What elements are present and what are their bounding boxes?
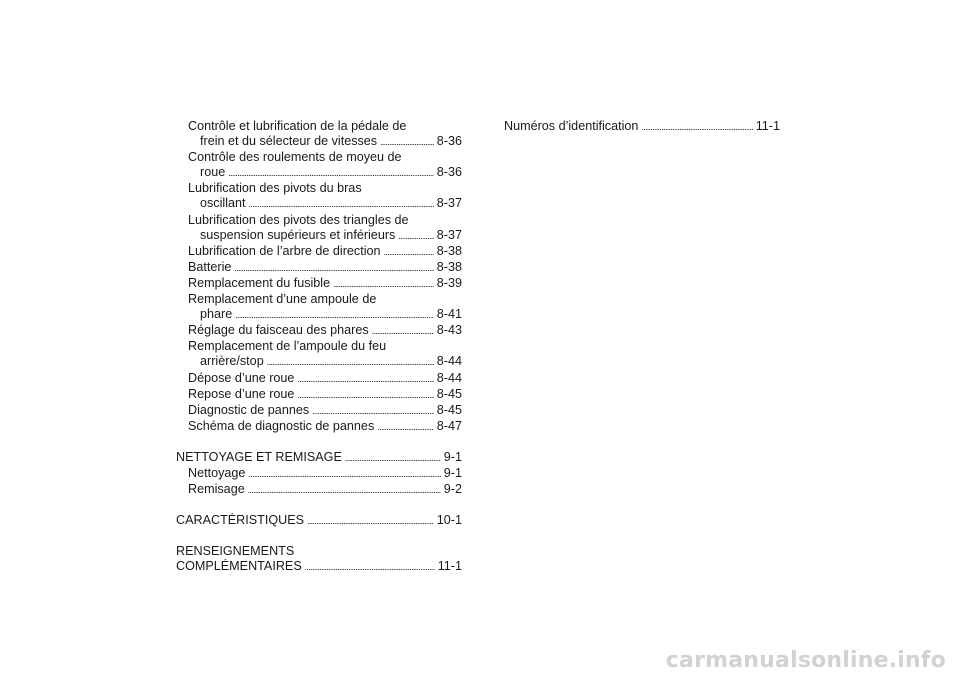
- toc-page-number: 9-2: [443, 482, 462, 497]
- leader-dots: [345, 450, 441, 466]
- toc-page-number: 9-1: [443, 449, 462, 464]
- toc-page-number: 8-44: [436, 370, 462, 385]
- toc-page-number: 11-1: [437, 559, 462, 574]
- toc-entry-title: Réglage du faisceau des phares: [188, 323, 369, 338]
- leader-dots: [248, 466, 440, 482]
- toc-page-number: 8-37: [436, 227, 462, 242]
- section-gap: [176, 498, 462, 513]
- leader-dots: [305, 559, 435, 575]
- toc-entry[interactable]: [176, 323, 462, 339]
- leader-dots: [372, 323, 434, 339]
- toc-entry-title-cont: phare: [200, 307, 233, 322]
- toc-page-number: 8-41: [436, 307, 462, 322]
- toc-entry-title: Nettoyage: [188, 465, 246, 480]
- toc-entry[interactable]: [176, 213, 462, 244]
- toc-page-number: 8-38: [436, 259, 462, 274]
- toc-entry-title-cont: frein et du sélecteur de vitesses: [200, 134, 378, 149]
- toc-entry[interactable]: [176, 482, 462, 498]
- toc-entry[interactable]: [176, 419, 462, 435]
- leader-dots: [312, 403, 434, 419]
- toc-entry-title: Contrôle des roulements de moyeu de: [188, 150, 402, 165]
- toc-entry-title: Remplacement de l’ampoule du feu: [188, 339, 387, 354]
- toc-section[interactable]: [176, 450, 462, 466]
- toc-right-column: [504, 119, 780, 135]
- leader-dots: [234, 260, 433, 276]
- toc-entry[interactable]: [176, 339, 462, 370]
- toc-page-number: 9-1: [443, 465, 462, 480]
- leader-dots: [377, 419, 434, 435]
- section-gap: [176, 529, 462, 544]
- toc-entry-title: Diagnostic de pannes: [188, 402, 310, 417]
- toc-entry[interactable]: [176, 150, 462, 181]
- toc-section-title: RENSEIGNEMENTS: [176, 544, 295, 559]
- toc-section-title: CARACTÉRISTIQUES: [176, 513, 305, 528]
- section-gap: [176, 435, 462, 450]
- toc-entry-title: Repose d’une roue: [188, 386, 295, 401]
- watermark: carmanualsonline.info: [665, 648, 946, 673]
- toc-entry[interactable]: [504, 119, 780, 135]
- leader-dots: [228, 165, 434, 181]
- toc-page-number: 8-38: [436, 243, 462, 258]
- leader-dots: [307, 513, 434, 529]
- toc-entry-title: Remplacement d’une ampoule de: [188, 292, 377, 307]
- toc-page-number: 10-1: [436, 513, 462, 528]
- toc-page-number: 8-45: [436, 386, 462, 401]
- toc-entry[interactable]: [176, 260, 462, 276]
- toc-left-column: [176, 119, 462, 575]
- leader-dots: [380, 134, 434, 150]
- toc-entry[interactable]: [176, 244, 462, 260]
- toc-page-number: 11-1: [755, 119, 780, 133]
- toc-page-number: 8-45: [436, 402, 462, 417]
- toc-entry-title-cont: roue: [200, 165, 226, 180]
- toc-entry-title: Remplacement du fusible: [188, 275, 331, 290]
- toc-entry[interactable]: [176, 276, 462, 292]
- toc-entry-title: Lubrification des pivots des triangles de: [188, 212, 409, 227]
- toc-page-number: 8-39: [436, 275, 462, 290]
- leader-dots: [641, 119, 752, 135]
- toc-entry-title-cont: oscillant: [200, 196, 246, 211]
- toc-entry-title-cont: arrière/stop: [200, 354, 264, 369]
- toc-page-number: 8-36: [436, 134, 462, 149]
- toc-page-number: 8-44: [436, 354, 462, 369]
- toc-entry[interactable]: [176, 371, 462, 387]
- toc-entry-title: Contrôle et lubrification de la pédale de: [188, 119, 407, 133]
- toc-entry-title: Schéma de diagnostic de pannes: [188, 418, 375, 433]
- toc-entry[interactable]: [176, 466, 462, 482]
- leader-dots: [267, 354, 434, 370]
- toc-page-number: 8-43: [436, 323, 462, 338]
- leader-dots: [384, 244, 434, 260]
- leader-dots: [297, 371, 433, 387]
- toc-entry-title: Lubrification de l’arbre de direction: [188, 243, 381, 258]
- leader-dots: [398, 228, 433, 244]
- leader-dots: [248, 482, 441, 498]
- toc-entry[interactable]: [176, 119, 462, 150]
- toc-entry[interactable]: [176, 181, 462, 212]
- toc-section[interactable]: [176, 544, 462, 575]
- toc-page-number: 8-36: [436, 165, 462, 180]
- toc-entry-title: Remisage: [188, 482, 245, 497]
- leader-dots: [297, 387, 433, 403]
- toc-entry[interactable]: [176, 403, 462, 419]
- leader-dots: [235, 307, 434, 323]
- toc-entry-title: Numéros d’identification: [504, 119, 639, 133]
- toc-section-title: NETTOYAGE ET REMISAGE: [176, 449, 342, 464]
- toc-entry-title-cont: suspension supérieurs et inférieurs: [200, 227, 396, 242]
- toc-entry-title: Dépose d’une roue: [188, 370, 295, 385]
- toc-entry-title: Batterie: [188, 259, 232, 274]
- leader-dots: [249, 196, 434, 212]
- toc-page-number: 8-37: [436, 196, 462, 211]
- toc-section-title-cont: COMPLÉMENTAIRES: [176, 559, 302, 574]
- toc-entry[interactable]: [176, 292, 462, 323]
- leader-dots: [333, 276, 434, 292]
- toc-entry-title: Lubrification des pivots du bras: [188, 181, 362, 196]
- toc-entry[interactable]: [176, 387, 462, 403]
- toc-section[interactable]: [176, 513, 462, 529]
- toc-page-number: 8-47: [436, 418, 462, 433]
